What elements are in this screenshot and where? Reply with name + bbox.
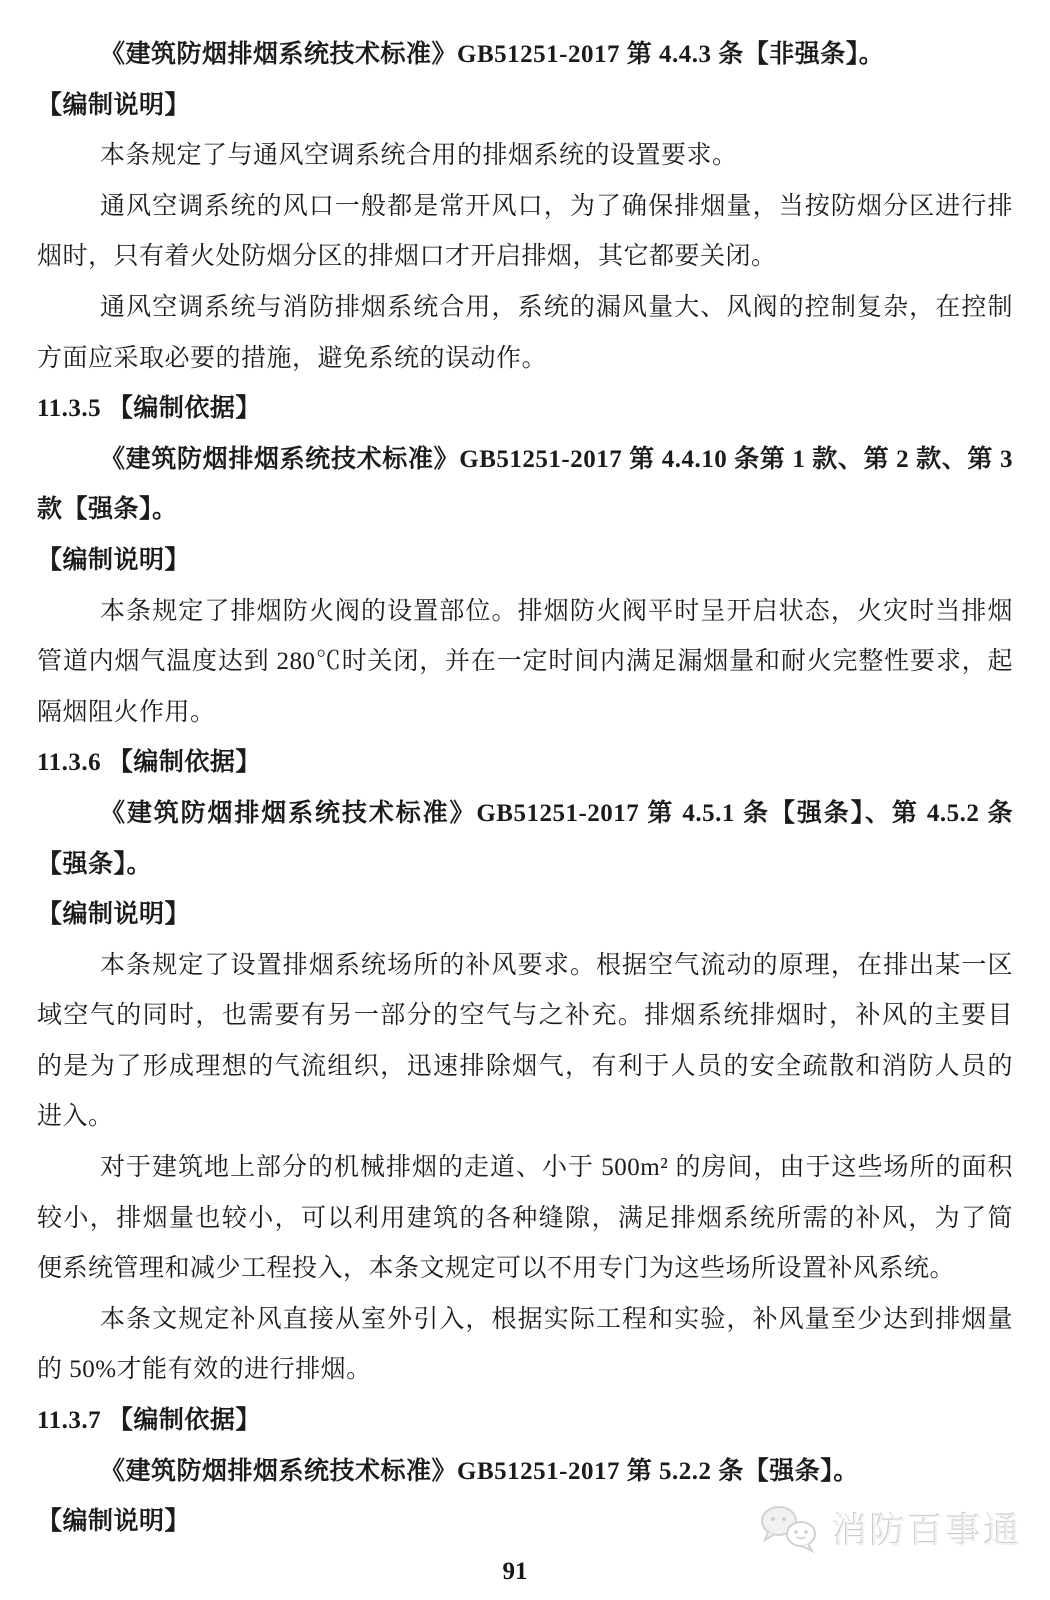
- text-line: 本条规定了设置排烟系统场所的补风要求。根据空气流动的原理，在排出某一区: [100, 951, 1013, 979]
- text-line: 款【强条】。: [37, 496, 178, 524]
- text-line: 通风空调系统与消防排烟系统合用，系统的漏风量大、风阀的控制复杂，在控制: [100, 293, 1013, 321]
- text-line: 【编制说明】: [37, 546, 191, 574]
- text-line: 方面应采取必要的措施，避免系统的误动作。: [37, 344, 548, 372]
- text-line: 11.3.6 【编制依据】: [37, 749, 261, 777]
- text-line: 11.3.5 【编制依据】: [37, 395, 261, 423]
- watermark-text: 消防百事通: [831, 1509, 1022, 1551]
- text-line: 《建筑防烟排烟系统技术标准》GB51251-2017 第 5.2.2 条【强条】。: [100, 1457, 859, 1485]
- text-line: 进入。: [37, 1103, 114, 1131]
- text-line: 烟时，只有着火处防烟分区的排烟口才开启排烟，其它都要关闭。: [37, 243, 777, 271]
- text-line: 管道内烟气温度达到 280℃时关闭，并在一定时间内满足漏烟量和耐火完整性要求，起: [37, 648, 1013, 676]
- text-line: 通风空调系统的风口一般都是常开风口，为了确保排烟量，当按防烟分区进行排: [100, 192, 1013, 220]
- text-line: 【编制说明】: [37, 901, 191, 929]
- text-line: 《建筑防烟排烟系统技术标准》GB51251-2017 第 4.4.3 条【非强条】。: [100, 41, 885, 68]
- text-line: 本条规定了与通风空调系统合用的排烟系统的设置要求。: [100, 142, 738, 170]
- text-line: 【强条】。: [37, 850, 153, 878]
- wechat-bubbles-icon: [758, 1502, 822, 1554]
- text-line: 较小，排烟量也较小，可以利用建筑的各种缝隙，满足排烟系统所需的补风，为了简: [37, 1204, 1013, 1232]
- text-line: 便系统管理和减少工程投入，本条文规定可以不用专门为这些场所设置补风系统。: [37, 1255, 956, 1283]
- text-line: 【编制说明】: [37, 91, 191, 119]
- text-line: 11.3.7 【编制依据】: [37, 1407, 261, 1435]
- text-line: 对于建筑地上部分的机械排烟的走道、小于 500m² 的房间，由于这些场所的面积: [100, 1154, 1013, 1182]
- watermark: [758, 1502, 1022, 1554]
- text-line: 本条规定了排烟防火阀的设置部位。排烟防火阀平时呈开启状态，火灾时当排烟: [100, 597, 1013, 625]
- text-line: 《建筑防烟排烟系统技术标准》GB51251-2017 第 4.4.10 条第 1 款、第 2 款、第 3: [100, 445, 1013, 473]
- text-line: 的是为了形成理想的气流组织，迅速排除烟气，有利于人员的安全疏散和消防人员的: [37, 1052, 1013, 1080]
- text-line: 域空气的同时，也需要有另一部分的空气与之补充。排烟系统排烟时，补风的主要目: [37, 1002, 1013, 1030]
- text-line: 本条文规定补风直接从室外引入，根据实际工程和实验，补风量至少达到排烟量: [100, 1305, 1013, 1333]
- document-body: [37, 30, 1013, 1548]
- text-line: 《建筑防烟排烟系统技术标准》GB51251-2017 第 4.5.1 条【强条】、第 4.5.2 条: [100, 799, 1013, 827]
- text-line: 【编制说明】: [37, 1508, 191, 1536]
- text-line: 隔烟阻火作用。: [37, 698, 216, 726]
- text-line: 的 50%才能有效的进行排烟。: [37, 1356, 372, 1384]
- page-number: 91: [502, 1558, 528, 1585]
